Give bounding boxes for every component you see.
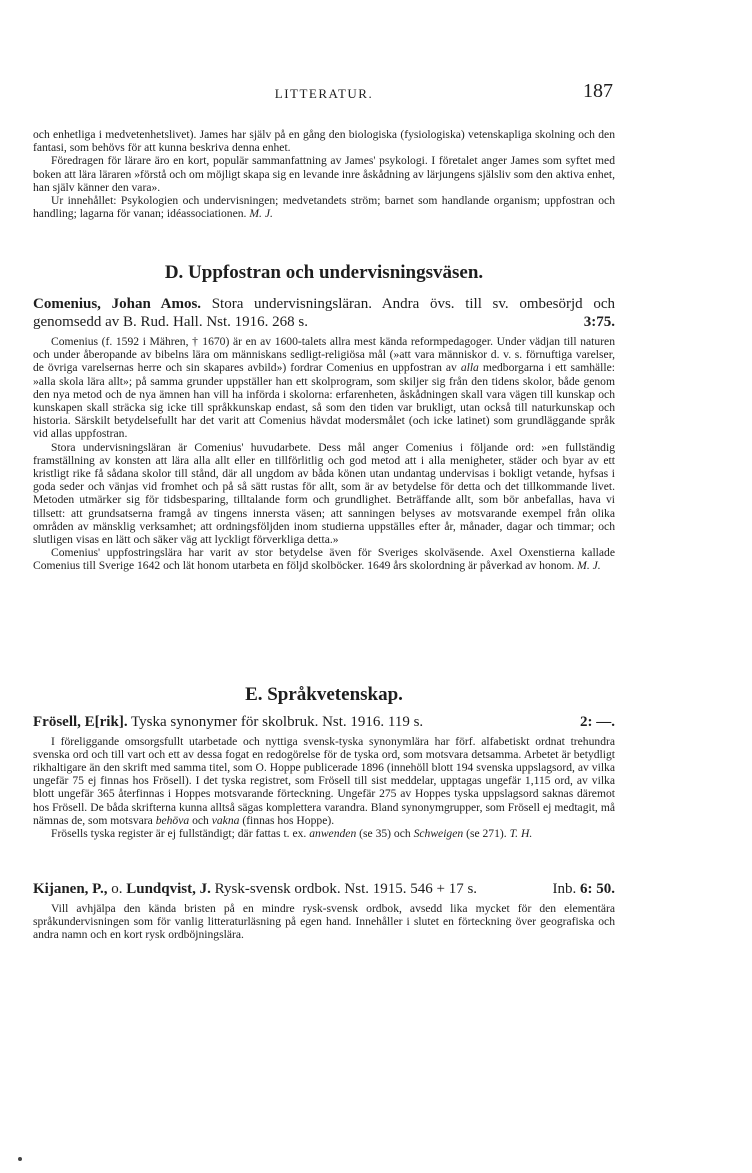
signature: T. H. (509, 826, 533, 840)
page-number: 187 (583, 80, 613, 102)
emphasis-alla: alla (460, 361, 479, 375)
review-text: (finnas hos Hoppe). (242, 813, 335, 827)
review-text-continued: medborgarna i ett samhälle: »alla skola lära allt»; på samma grunder uppställer han ett skolprogram, som skiljer sig från den tidens skolor, både genom den nya metod och de nya ämnen han vill ha införda i skolorna: erfarenheten, åskådningen skall vara vägen till kunskap och kunskapen skall sträcka sig icke till språkkunskap endast, så som den tiden var brukligt, utan också till naturkunskap och historia. Särskilt betydelsefullt har det varit att Comenius hävdat modersmålet (och icke latinet) som grundläggande språk vid allas uppfostran. (33, 361, 615, 441)
book-title: Tyska synonymer för skolbruk. Nst. 1916. 119 s. (127, 714, 424, 730)
intro-paragraph-1: och enhetliga i medvetenhetslivet). James har själv på en gång den biologiska (fysiologiska) vetenskapliga skolning och den fantasi, som behövs för att kunna beskriva denna enhet. (33, 128, 615, 155)
review-text: I föreliggande omsorgsfullt utarbetade och nyttiga svensk-tyska synonymlära har förf. alfabetiskt ordnat trehundra svenska ord och till vart och ett av dessa fogat en redogörelse för de tyska ord, som motsvara detsamma. Arbetet är betydligt rikhaltigare än den skrift med samma titel, som O. Hoppe publicerade 1896 (innehöll blott 194 svenska uppslagsord, av vilka ungefär 75 ej finnas hos Frösell). I det tyska registret, som Frösell till sist meddelar, upptagas ungefär 1,115 ord, av vilka blott ungefär 365 återfinnas i Hoppes motsvarande förteckning. Ungefär 275 av Hoppes tyska uppslagsord saknas däremot hos Frösell. De båda skrifterna kunna alltså sägas komplettera varandra. Bland synonymgrupper, som Frösell ej medtagit, må nämnas de, som motsvara (33, 734, 615, 827)
signature: M. J. (249, 207, 273, 221)
review-text: Comenius' uppfostringslära har varit av stor betydelse även för Sveriges skolväsende. Axel Oxenstierna kallade Comenius till Sverige 1642 och lät honom utarbeta en följd skolböcker. 1649 års skolordning är påverkad av honom. (33, 546, 615, 573)
review-paragraph-2: Stora undervisningsläran är Comenius' huvudarbete. Dess mål anger Comenius i följande ord: »en fullständig framställning av konsten att lära alla allt eller en tillförlitlig och god metod att i alla menigheter, städer och byar av ett kristligt rike få sådana skolor till stånd, där all ungdom av båda könen utan undantag undervisas i bokligt vetande, hyfsas i goda seder och vänjas vid fromhet och på så sätt rustas för allt, som är av betydelse för detta och det tillkommande livet. Metoden utmärker sig för tidsbesparing, tilltalande form och grundlighet. Beträffande allt, som bör anbefallas, hava vi tillsett: att grundsatserna framgå av tingens innersta väsen; att sanningen belyses av motsvarande exempel från olika områden av mänsklig verksamhet; att ordningsföljden inom studierna uppställes efter år, månader, dagar och timmar; och slutligen visas en lätt och säker väg att lyckligt förverkliga detta.» (33, 440, 615, 547)
price-label: Inb. (552, 881, 580, 897)
emphasis-word: Schweigen (413, 826, 464, 840)
intro-block (33, 128, 615, 220)
review-text: Frösells tyska register är ej fullständigt; där fattas t. ex. (51, 826, 307, 840)
signature: M. J. (577, 559, 601, 573)
book-title: Rysk-svensk ordbok. Nst. 1915. 546 + 17 s. (210, 881, 478, 897)
section-heading: E. Språkvetenskap. (245, 684, 403, 705)
book-author: Comenius, Johan Amos. (33, 296, 202, 312)
author-joiner: o. (107, 881, 127, 897)
review-paragraph-1: Vill avhjälpa den kända bristen på en mindre rysk-svensk ordbok, avsedd lika mycket för den elementära språkundervisningen som för vanlig litteraturläsning på egen hand. Innehåller i slutet en förteckning över geografiska och andra namn och en kort rysk ordböjningslära. (33, 901, 615, 941)
review-text: (se 271). (466, 826, 507, 840)
review-paragraph-2 (33, 827, 615, 840)
section-e-entry-2 (33, 881, 615, 941)
review-paragraph-1 (33, 335, 615, 441)
review-text: (se 35) och (359, 826, 411, 840)
section-e-heading-block (33, 684, 615, 706)
book-author: Frösell, E[rik]. (33, 714, 128, 730)
running-head (33, 80, 615, 112)
running-title: LITTERATUR. (274, 86, 374, 101)
book-author: Kijanen, P., (33, 881, 108, 897)
book-price: 2: —. (580, 714, 615, 730)
book-price: 6: 50. (580, 881, 615, 897)
section-d-entry (33, 296, 615, 573)
emphasis-word: anwenden (309, 826, 357, 840)
book-entry-heading (33, 881, 615, 899)
book-entry-heading (33, 296, 615, 331)
margin-dot (18, 1157, 22, 1161)
emphasis-word: behöva (155, 813, 190, 827)
intro-paragraph-3 (33, 194, 615, 220)
review-text: Comenius (f. 1592 i Mähren, † 1670) är en av 1600-talets allra mest kända reformpedagoger. Under vädjan till naturen och under åberopande av bibelns lära om människans sedligt-religiösa mål (»att vara människor d. v. s. förnuftiga varelser, de övriga varelsernas herre och sin skapares avbild») fordrar Comenius en uppfostran av (33, 335, 615, 375)
section-d-heading-block (33, 262, 615, 284)
book-author: Lundqvist, J. (126, 881, 211, 897)
book-title: Stora undervisningsläran. Andra övs. till sv. ombesörjd och genomsedd av B. Rud. Hall. Nst. 1916. 268 s. (33, 296, 615, 330)
intro-paragraph-2: Föredragen för lärare äro en kort, populär sammanfattning av James' psykologi. I företalet anger James som syftet med boken att lära läraren »förstå och om möjligt skapa sig en levande inre åskådning av lärjungens själsliv som den aktiva enhet, han själv känner den vara». (33, 154, 615, 194)
review-text: och (192, 813, 209, 827)
section-heading: D. Uppfostran och undervisningsväsen. (164, 262, 484, 283)
review-paragraph-3 (33, 546, 615, 572)
section-e-entry-1 (33, 714, 615, 840)
emphasis-word: vakna (211, 813, 240, 827)
review-paragraph-1 (33, 735, 615, 827)
intro-paragraph-3-text: Ur innehållet: Psykologien och undervisningen; medvetandets ström; barnet som handlande organism; uppfostran och handling; lagarna för vanan; idéassociationen. (33, 194, 615, 221)
book-price: 3:75. (583, 313, 615, 330)
book-entry-heading (33, 714, 615, 732)
